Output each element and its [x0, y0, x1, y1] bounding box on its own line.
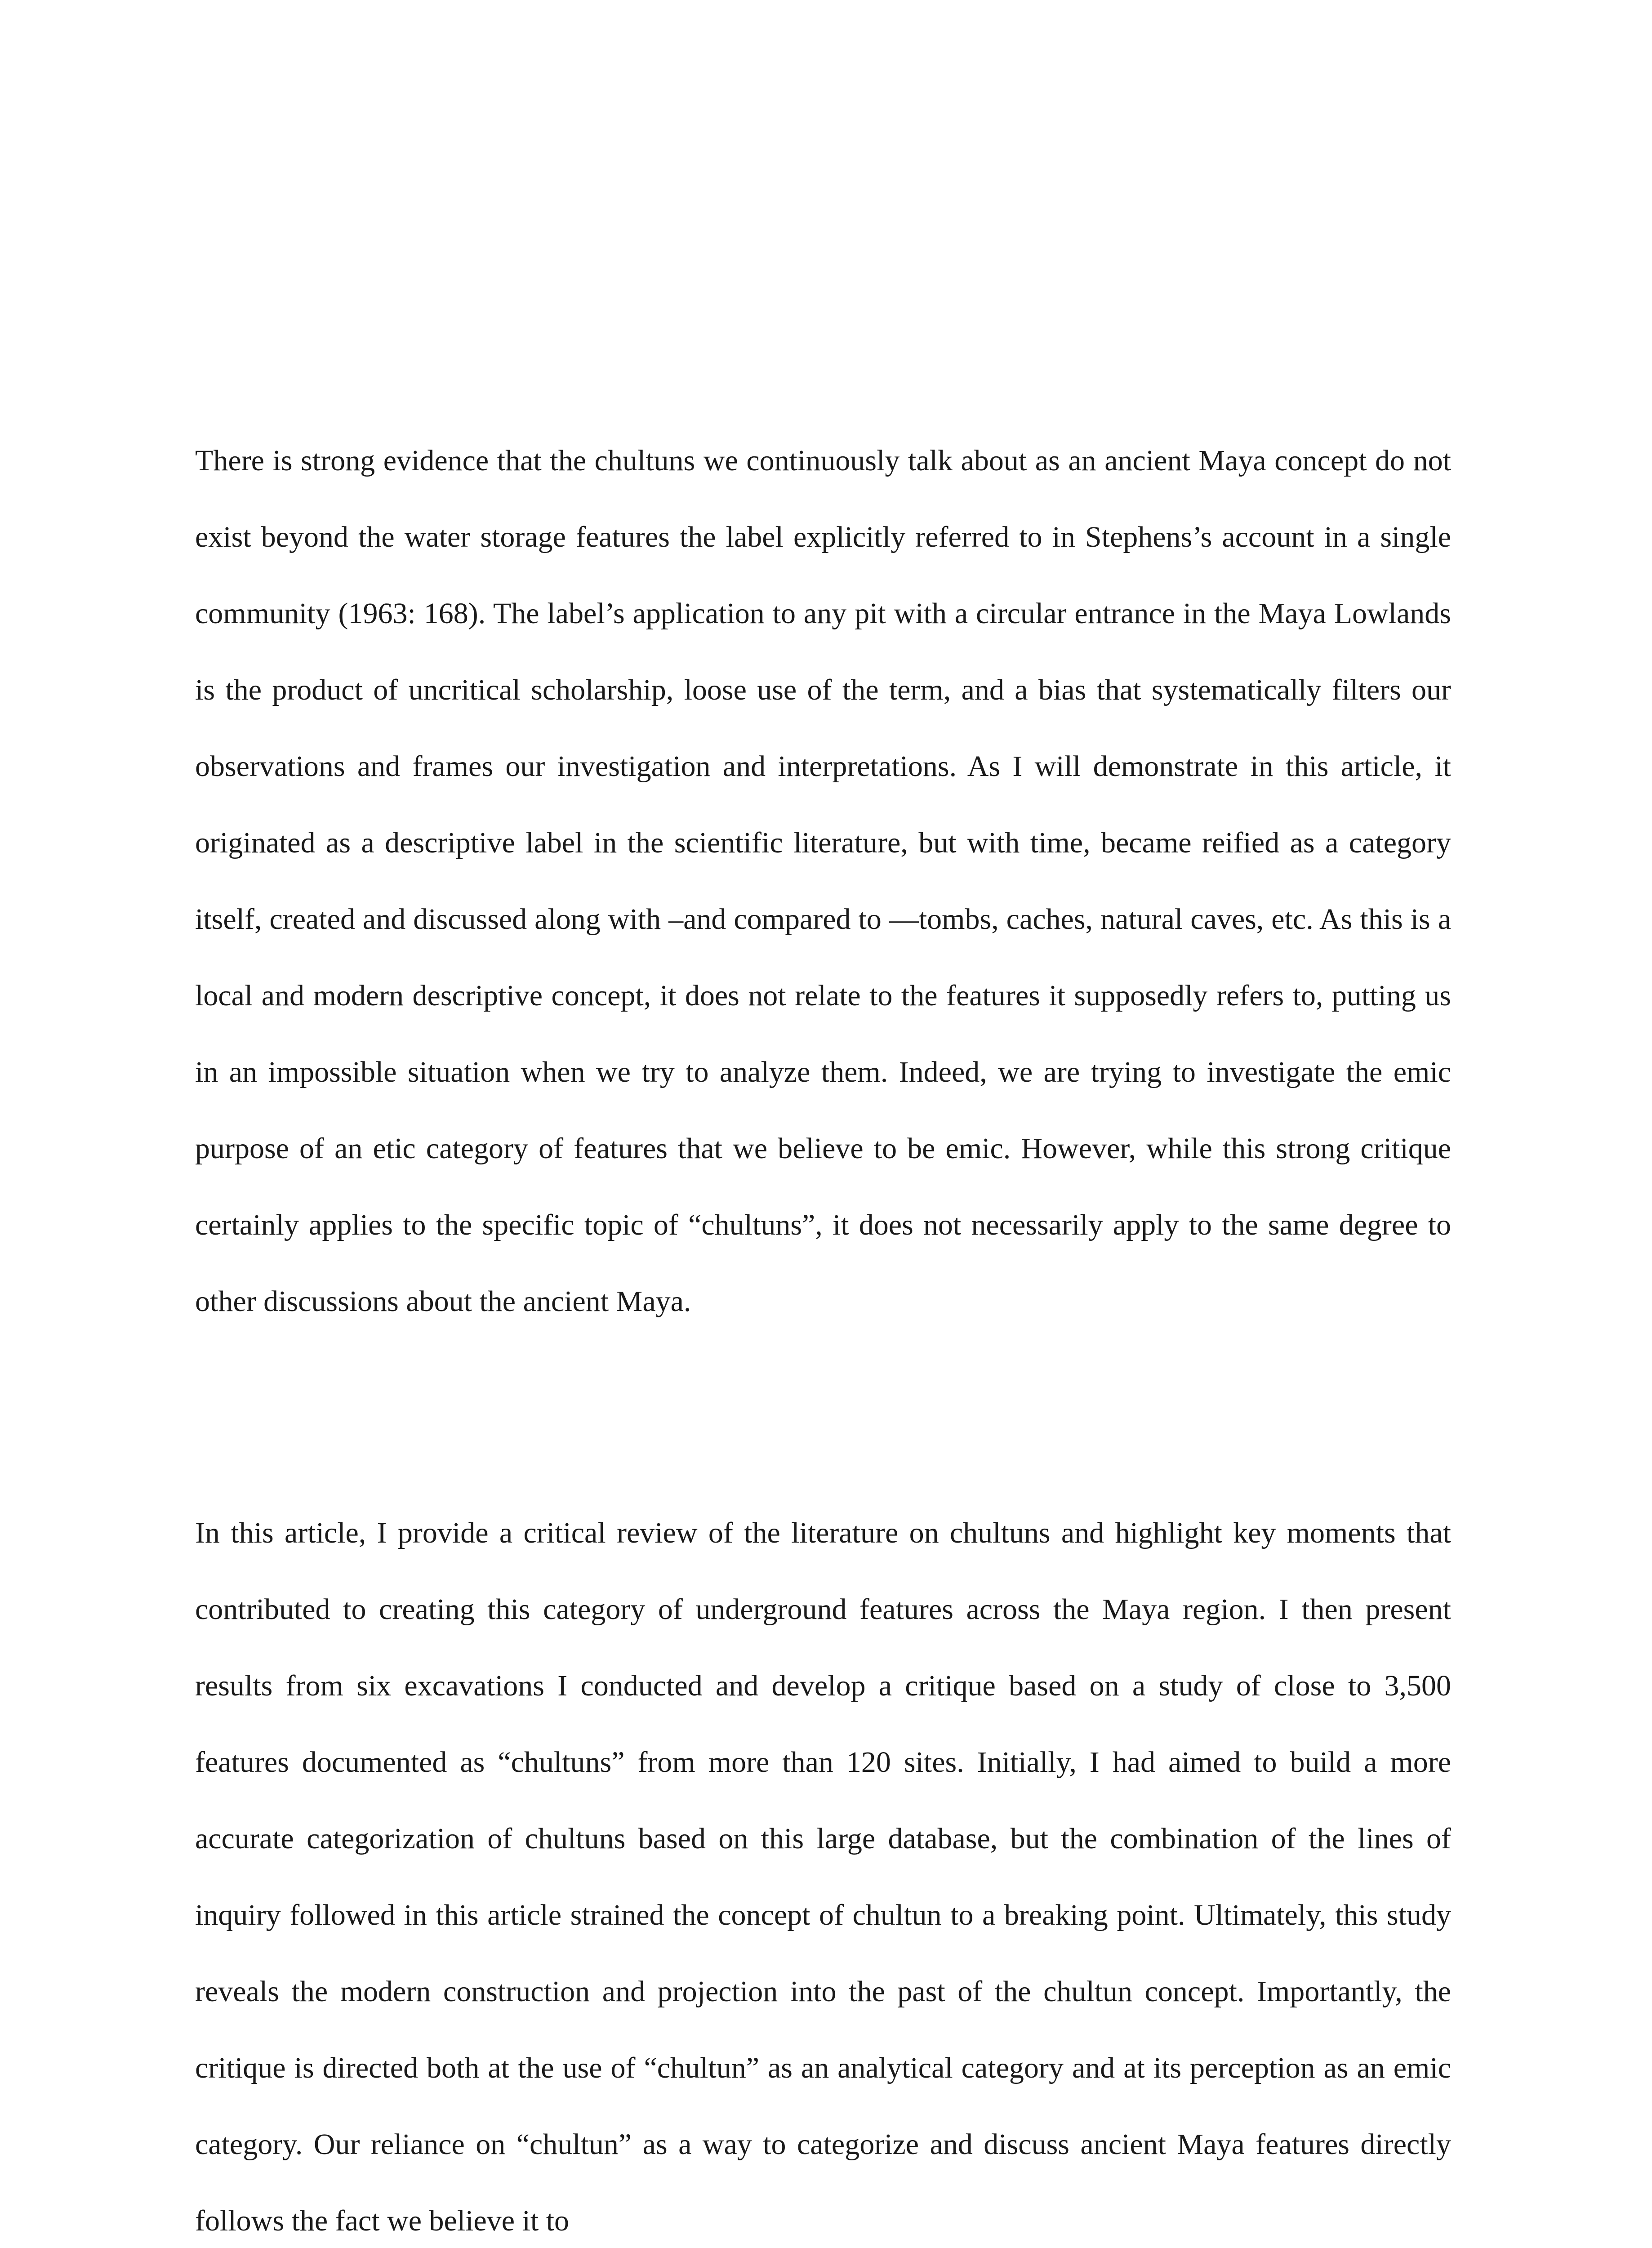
- body-paragraph: In this article, I provide a critical review of the literature on chultuns and highlight key moments that contributed to creating this category of underground features across the Maya region. I then present results from six excavations I conducted and develop a critique based on a study of close to 3,500 features documented as “chultuns” from more than 120 sites. Initially, I had aimed to build a more accurate categorization of chultuns based on this large database, but the combination of the lines of inquiry followed in this article strained the concept of chultun to a breaking point. Ultimately, this study reveals the modern construction and projection into the past of the chultun concept. Importantly, the critique is directed both at the use of “chultun” as an analytical category and at its perception as an emic category. Our reliance on “chultun” as a way to categorize and discuss ancient Maya features directly follows the fact we believe it to: [195, 1517, 1451, 2237]
- body-paragraph: There is strong evidence that the chultuns we continuously talk about as an ancient Maya concept do not exist beyond the water storage features the label explicitly referred to in Stephens’s account in a single community (1963: 168). The label’s application to any pit with a circular entrance in the Maya Lowlands is the product of uncritical scholarship, loose use of the term, and a bias that systematically filters our observations and frames our investigation and interpretations. As I will demonstrate in this article, it originated as a descriptive label in the scientific literature, but with time, became reified as a category itself, created and discussed along with –and compared to —tombs, caches, natural caves, etc. As this is a local and modern descriptive concept, it does not relate to the features it supposedly refers to, putting us in an impossible situation when we try to analyze them. Indeed, we are trying to investigate the emic purpose of an etic category of features that we believe to be emic. However, while this strong critique certainly applies to the specific topic of “chultuns”, it does not necessarily apply to the same degree to other discussions about the ancient Maya.: [195, 444, 1451, 1318]
